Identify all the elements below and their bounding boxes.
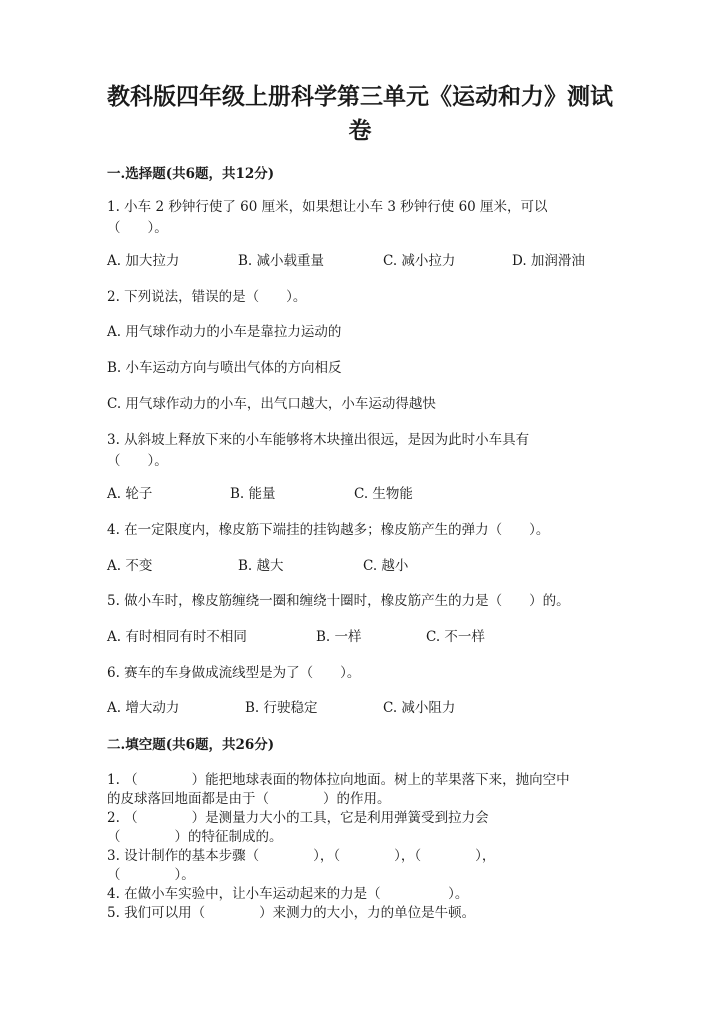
q1-option-c: C. 减小拉力 <box>383 253 456 269</box>
q6-option-a: A. 增大动力 <box>107 700 180 716</box>
fill-question-2-line-2: （ ）的特征制成的。 <box>107 829 283 845</box>
question-3-blank: （ ）。 <box>107 453 168 469</box>
section-heading-choice: 一.选择题(共6题，共12分) <box>107 166 275 182</box>
question-4-text: 4. 在一定限度内，橡皮筋下端挂的挂钩越多；橡皮筋产生的弹力（ ）。 <box>107 522 550 538</box>
question-3-text: 3. 从斜坡上释放下来的小车能够将木块撞出很远，是因为此时小车具有 <box>107 432 530 448</box>
q3-option-a: A. 轮子 <box>107 486 153 502</box>
fill-question-3-line-1: 3. 设计制作的基本步骤（ ），（ ），（ ）， <box>107 848 496 864</box>
question-1-blank: （ ）。 <box>107 220 168 236</box>
q4-option-a: A. 不变 <box>107 558 153 574</box>
fill-question-3-line-2: （ ）。 <box>107 867 195 883</box>
q2-option-a: A. 用气球作动力的小车是靠拉力运动的 <box>107 324 342 340</box>
q5-option-a: A. 有时相同有时不相同 <box>107 629 247 645</box>
q1-option-d: D. 加润滑油 <box>512 253 585 269</box>
q3-option-b: B. 能量 <box>230 486 276 502</box>
q2-option-b: B. 小车运动方向与喷出气体的方向相反 <box>107 360 342 376</box>
q4-option-b: B. 越大 <box>238 558 284 574</box>
fill-question-1-line-2: 的皮球落回地面都是由于（ ）的作用。 <box>107 791 391 807</box>
fill-question-4-line-1: 4. 在做小车实验中，让小车运动起来的力是（ ）。 <box>107 886 469 902</box>
q2-option-c: C. 用气球作动力的小车，出气口越大，小车运动得越快 <box>107 396 436 412</box>
q4-option-c: C. 越小 <box>363 558 409 574</box>
fill-question-1-line-1: 1. （ ）能把地球表面的物体拉向地面。树上的苹果落下来，抛向空中 <box>107 772 570 788</box>
section-heading-fill: 二.填空题(共6题，共26分) <box>107 737 275 753</box>
question-5-text: 5. 做小车时，橡皮筋缠绕一圈和缠绕十圈时，橡皮筋产生的力是（ ）的。 <box>107 593 570 609</box>
q5-option-c: C. 不一样 <box>426 629 485 645</box>
q1-option-b: B. 减小载重量 <box>238 253 325 269</box>
q3-option-c: C. 生物能 <box>354 486 413 502</box>
title-line-1: 教科版四年级上册科学第三单元《运动和力》测试 <box>107 83 613 110</box>
q1-option-a: A. 加大拉力 <box>107 253 180 269</box>
q5-option-b: B. 一样 <box>316 629 362 645</box>
question-2-text: 2. 下列说法，错误的是（ ）。 <box>107 289 307 305</box>
document-title <box>80 80 640 148</box>
q6-option-b: B. 行驶稳定 <box>245 700 318 716</box>
fill-question-5-line-1: 5. 我们可以用（ ）来测力的大小，力的单位是牛顿。 <box>107 905 476 921</box>
title-line-2: 卷 <box>348 117 372 144</box>
question-6-text: 6. 赛车的车身做成流线型是为了（ ）。 <box>107 665 361 681</box>
fill-question-2-line-1: 2. （ ）是测量力大小的工具，它是利用弹簧受到拉力会 <box>107 810 489 826</box>
q6-option-c: C. 减小阻力 <box>383 700 456 716</box>
question-1-text: 1. 小车 2 秒钟行使了 60 厘米，如果想让小车 3 秒钟行使 60 厘米，可以 <box>107 199 548 215</box>
